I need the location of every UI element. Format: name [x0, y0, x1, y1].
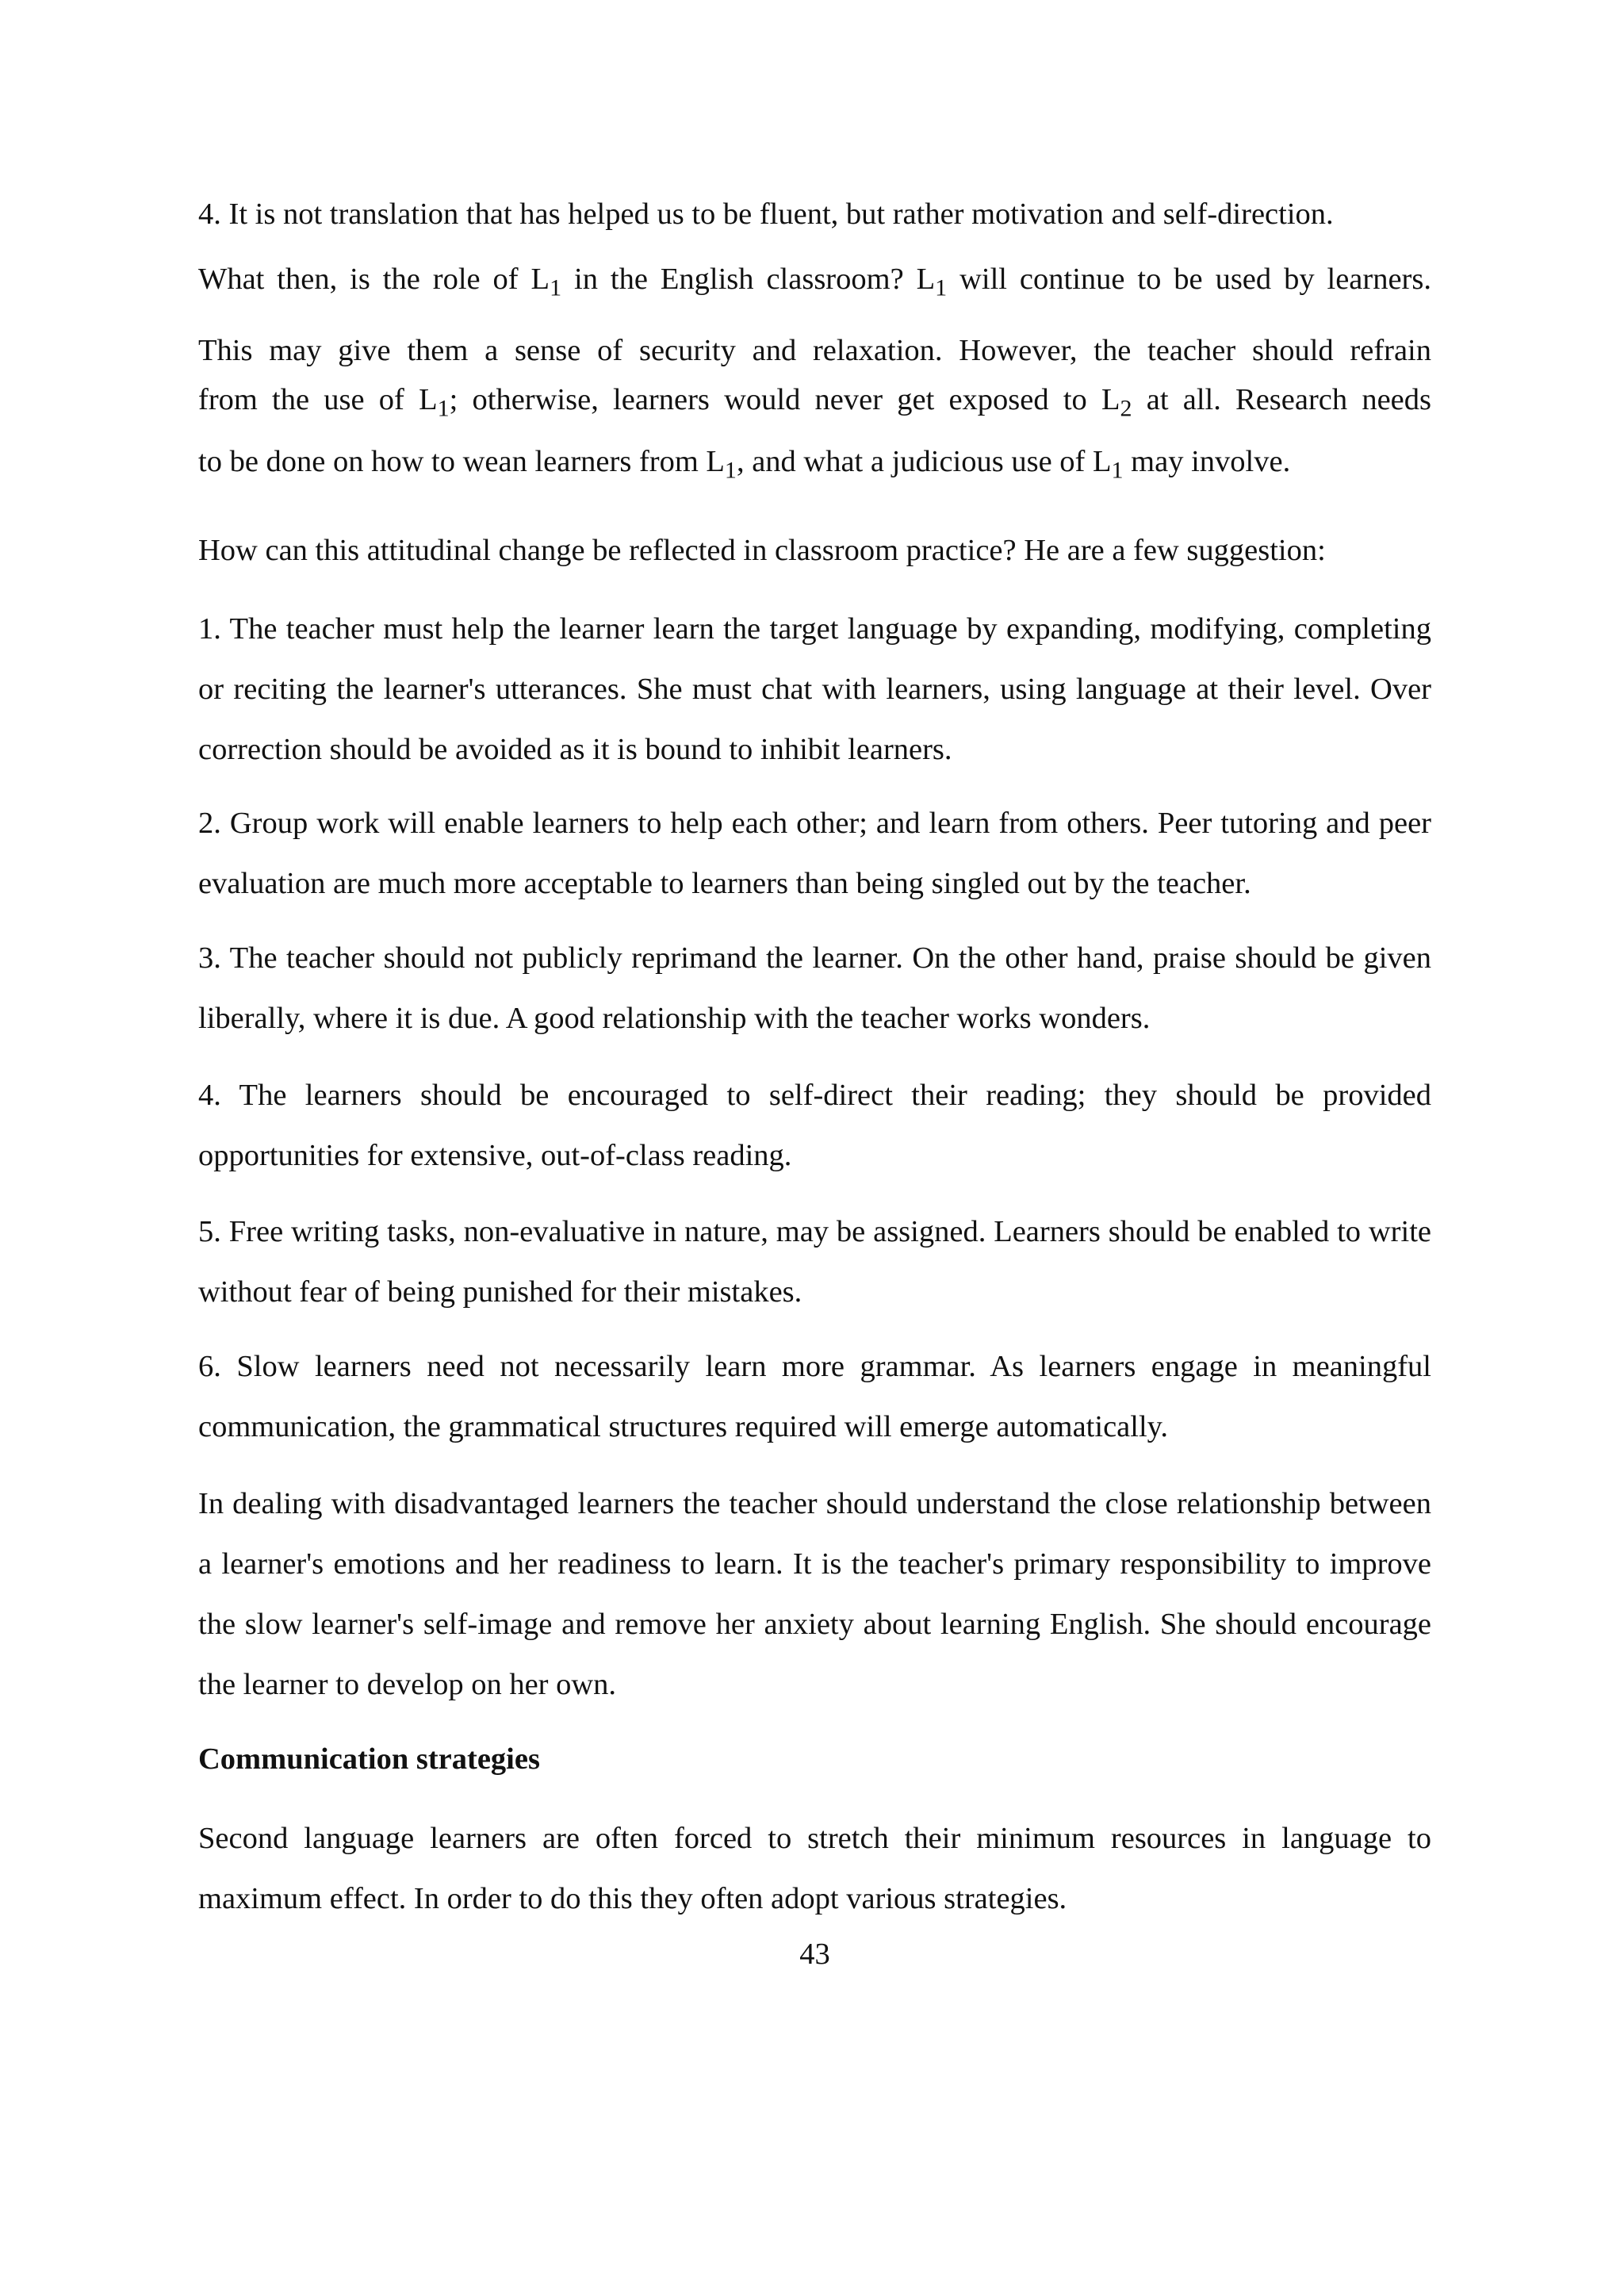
text-run: ; otherwise, learners would never get exposed to L: [449, 383, 1120, 416]
text-run: to be done on how to wean learners from L: [198, 445, 725, 478]
suggestion-5: 5. Free writing tasks, non-evaluative in nature, may be assigned. Learners should be enabled to write without fear of being punished for their mistakes.: [198, 1215, 1431, 1309]
paragraph-line-3: This may give them a sense of security and relaxation. However, the teacher should refrain: [198, 334, 1431, 367]
closing-paragraph: In dealing with disadvantaged learners the teacher should understand the close relationship between a learner's emotions and her readiness to learn. It is the teacher's primary responsibility to improve the slow learner's self-image and remove her anxiety about learning English. She should encourage the learner to develop on her own.: [198, 1487, 1431, 1701]
text-run: What then, is the role of L: [198, 263, 550, 296]
paragraph-line-5: [198, 444, 1431, 484]
section-paragraph: Second language learners are often forced to stretch their minimum resources in language to maximum effect. In order to do this they often adopt various strategies.: [198, 1822, 1431, 1915]
suggestion-2: 2. Group work will enable learners to help each other; and learn from others. Peer tutoring and peer evaluation are much more acceptable to learners than being singled out by the teacher.: [198, 807, 1431, 900]
suggestion-3: 3. The teacher should not publicly reprimand the learner. On the other hand, praise should be given liberally, where it is due. A good relationship with the teacher works wonders.: [198, 941, 1431, 1035]
suggestion-6: 6. Slow learners need not necessarily learn more grammar. As learners engage in meaningful communication, the grammatical structures required will emerge automatically.: [198, 1350, 1431, 1443]
subscript: 2: [1120, 395, 1132, 422]
text-run: will continue to be used by learners.: [947, 263, 1431, 296]
suggestion-1: 1. The teacher must help the learner learn the target language by expanding, modifying, completing or reciting the learner's utterances. She must chat with learners, using language at their level. Over correction should be avoided as it is bound to inhibit learners.: [198, 612, 1431, 766]
subscript: 1: [1111, 457, 1124, 484]
intro-question: How can this attitudinal change be reflected in classroom practice? He are a few suggestion:: [198, 534, 1326, 567]
text-run: may involve.: [1123, 445, 1291, 478]
text-run: from the use of L: [198, 383, 438, 416]
paragraph-line-1: 4. It is not translation that has helped us to be fluent, but rather motivation and self-direction.: [198, 197, 1334, 231]
page-number: 43: [799, 1938, 830, 1971]
text-run: , and what a judicious use of L: [736, 445, 1112, 478]
subscript: 1: [724, 457, 737, 484]
text-run: at all. Research needs: [1132, 383, 1431, 416]
subscript: 1: [550, 274, 562, 301]
text-run: in the English classroom? L: [561, 263, 936, 296]
subscript: 1: [437, 395, 450, 422]
subscript: 1: [935, 274, 948, 301]
section-heading: Communication strategies: [198, 1742, 540, 1776]
paragraph-line-4: [198, 382, 1431, 422]
suggestion-4: 4. The learners should be encouraged to self-direct their reading; they should be provided opportunities for extensive, out-of-class reading.: [198, 1079, 1431, 1172]
paragraph-line-2: [198, 262, 1431, 301]
page-body: [198, 0, 1431, 2296]
